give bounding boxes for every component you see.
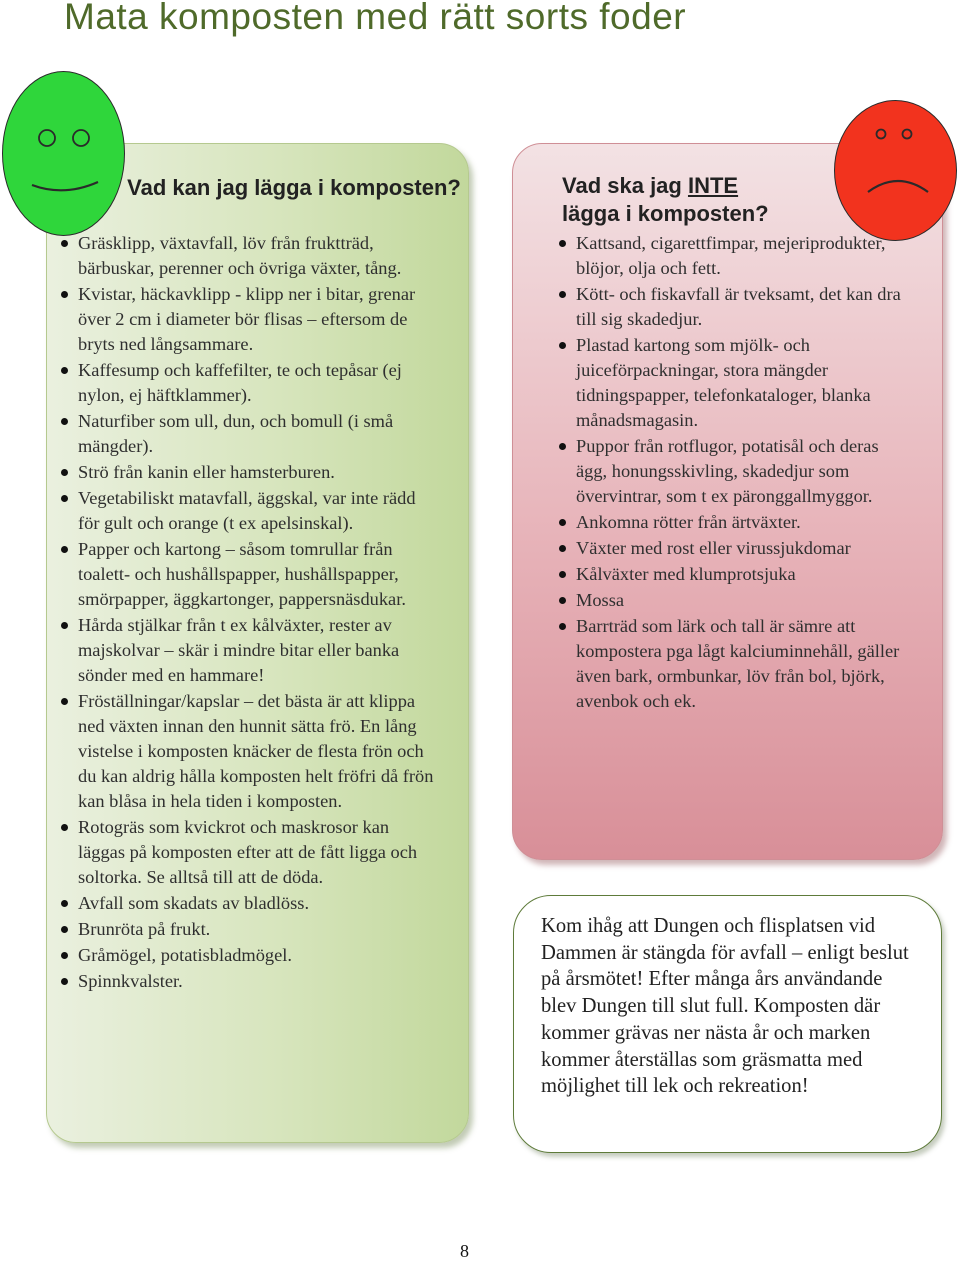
list-item: Rotogräs som kvickrot och maskrosor kan läggas på komposten efter att de fått ligga och soltorka. Se alltså till att de döda. xyxy=(56,815,436,890)
bullet-icon xyxy=(559,291,566,298)
bullet-icon xyxy=(559,571,566,578)
list-item: Fröställningar/kapslar – det bästa är att klippa ned växten innan den hunnit sätta frö. En lång vistelse i komposten knäcker de flesta frön och du kan aldrig hålla komposten helt fröfri då frön kan blåsa in hela tiden i komposten. xyxy=(56,689,436,814)
bullet-icon xyxy=(61,952,68,959)
heading-emphasis: INTE xyxy=(687,173,739,198)
allowed-items-list xyxy=(56,231,436,995)
list-item: Kött- och fiskavfall är tveksamt, det kan dra till sig skadedjur. xyxy=(554,282,914,332)
bullet-icon xyxy=(559,597,566,604)
bullet-icon xyxy=(61,978,68,985)
page-number: 8 xyxy=(460,1241,469,1261)
list-item: Papper och kartong – såsom tomrullar från toalett- och hushållspapper, hushållspapper, smörpapper, äggkartonger, pappersnäsdukar. xyxy=(56,537,436,612)
bullet-icon xyxy=(61,240,68,247)
bullet-icon xyxy=(61,418,68,425)
page-title: Mata komposten med rätt sorts foder xyxy=(64,0,687,37)
list-item: Spinnkvalster. xyxy=(56,969,436,994)
list-item: Vegetabiliskt matavfall, äggskal, var inte rädd för gult och orange (t ex apelsinskal). xyxy=(56,486,436,536)
bullet-icon xyxy=(559,623,566,630)
bullet-icon xyxy=(61,926,68,933)
list-item: Kålväxter med klumprotsjuka xyxy=(554,562,914,587)
forbidden-items-list xyxy=(554,231,914,715)
list-item: Mossa xyxy=(554,588,914,613)
bullet-icon xyxy=(61,469,68,476)
list-item: Kattsand, cigarettfimpar, mejeriprodukter, blöjor, olja och fett. xyxy=(554,231,914,281)
bullet-icon xyxy=(559,545,566,552)
list-item: Växter med rost eller virussjukdomar xyxy=(554,536,914,561)
list-item: Gråmögel, potatisbladmögel. xyxy=(56,943,436,968)
bullet-icon xyxy=(559,342,566,349)
list-item: Puppor från rotflugor, potatisål och deras ägg, honungsskivling, skadedjur som övervintrar, som t ex päronggallmyggor. xyxy=(554,434,914,509)
bullet-icon xyxy=(61,367,68,374)
allowed-items-heading: Vad kan jag lägga i komposten? xyxy=(127,175,461,200)
bullet-icon xyxy=(61,546,68,553)
bullet-icon xyxy=(61,495,68,502)
list-item: Hårda stjälkar från t ex kålväxter, rester av majskolvar – skär i mindre bitar eller banka sönder med en hammare! xyxy=(56,613,436,688)
list-item: Naturfiber som ull, dun, och bomull (i små mängder). xyxy=(56,409,436,459)
bullet-icon xyxy=(559,240,566,247)
list-item: Ankomna rötter från ärtväxter. xyxy=(554,510,914,535)
happy-face-icon xyxy=(2,71,125,236)
bullet-icon xyxy=(559,443,566,450)
bullet-icon xyxy=(61,291,68,298)
notice-text: Kom ihåg att Dungen och flisplatsen vid Dammen är stängda för avfall – enligt beslut på årsmötet! Efter många års användande blev Dungen till slut full. Komposten där kommer grävas ner nästa år och marken kommer återställas som gräsmatta med möjlighet till lek och rekreation! xyxy=(541,915,909,1098)
list-item: Plastad kartong som mjölk- och juiceförpackningar, stora mängder tidningspapper, telefonkataloger, blanka månadsmagasin. xyxy=(554,333,914,433)
list-item: Brunröta på frukt. xyxy=(56,917,436,942)
forbidden-items-heading: Vad ska jag INTE lägga i komposten? xyxy=(562,173,769,226)
list-item: Strö från kanin eller hamsterburen. xyxy=(56,460,436,485)
bullet-icon xyxy=(61,824,68,831)
list-item: Kvistar, häckavklipp - klipp ner i bitar, grenar över 2 cm i diameter bör flisas – eftersom de bryts ned långsammare. xyxy=(56,282,436,357)
list-item: Gräsklipp, växtavfall, löv från fruktträd, bärbuskar, perenner och övriga växter, tång. xyxy=(56,231,436,281)
bullet-icon xyxy=(61,622,68,629)
list-item: Avfall som skadats av bladlöss. xyxy=(56,891,436,916)
list-item: Kaffesump och kaffefilter, te och tepåsar (ej nylon, ej häftklammer). xyxy=(56,358,436,408)
bullet-icon xyxy=(559,519,566,526)
bullet-icon xyxy=(61,900,68,907)
list-item: Barrträd som lärk och tall är sämre att kompostera pga lågt kalciuminnehåll, gäller även bark, ormbunkar, löv från bol, björk, avenbok och ek. xyxy=(554,614,914,714)
bullet-icon xyxy=(61,698,68,705)
